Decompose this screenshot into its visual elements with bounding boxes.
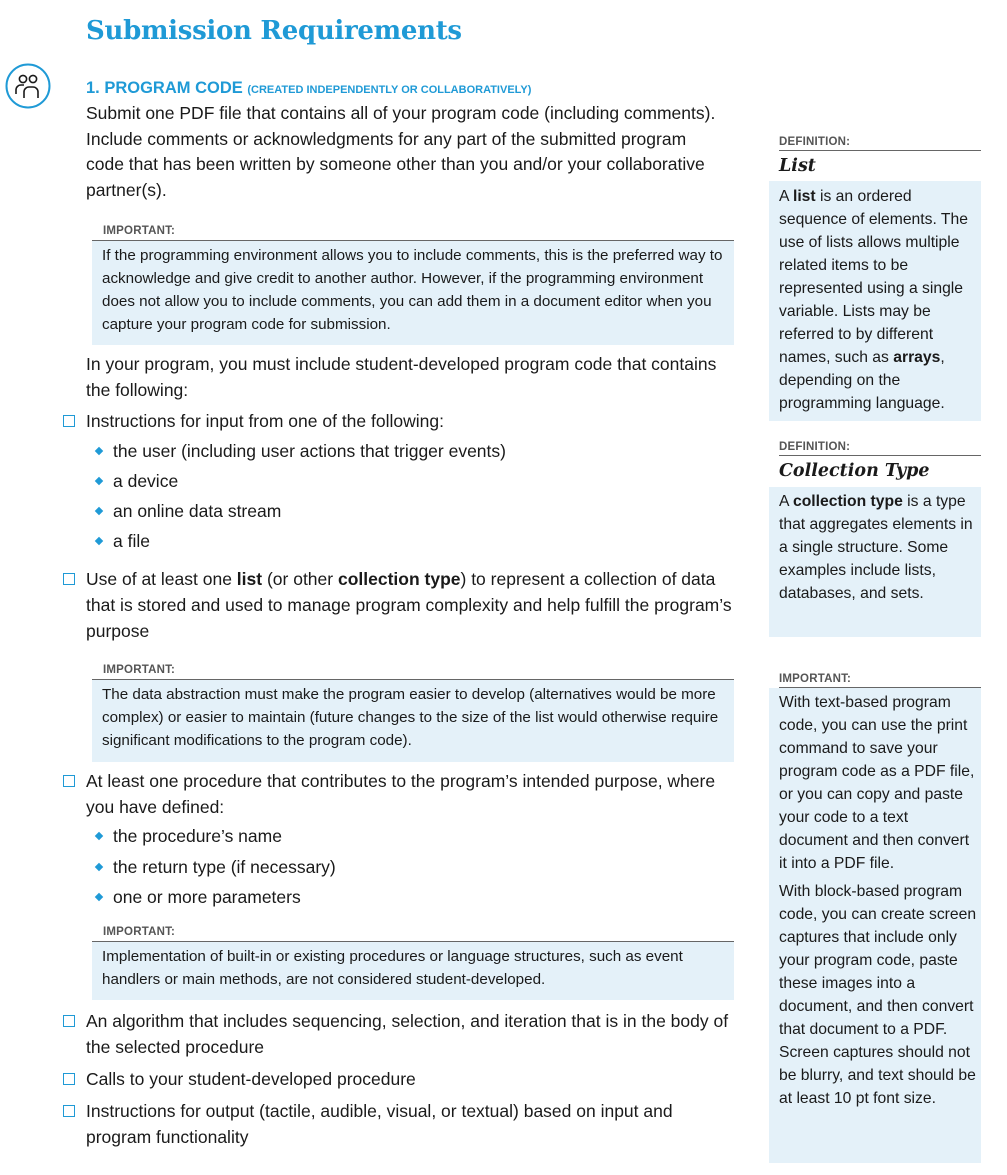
checkbox-output[interactable] (63, 1105, 75, 1117)
bullet-icon (95, 893, 103, 901)
text-span: , depending on the programming language. (779, 349, 945, 412)
definition-term-collection-type: Collection Type (779, 461, 930, 481)
term-list: list (792, 188, 816, 205)
bullet-icon (95, 507, 103, 515)
bullet-icon (95, 832, 103, 840)
checkbox-procedure[interactable] (63, 775, 75, 787)
divider (779, 150, 981, 151)
important-label-2: IMPORTANT: (103, 664, 176, 676)
list-item: the return type (if necessary) (113, 857, 336, 877)
checklist-item-procedure: At least one procedure that contributes to the program’s intended purpose, where you have defined: (86, 771, 716, 817)
page-title: Submission Requirements (86, 16, 462, 46)
list-item: the procedure’s name (113, 826, 282, 846)
list-item: one or more parameters (113, 887, 301, 907)
bullet-icon (95, 537, 103, 545)
term-collection-type: collection type (337, 569, 461, 589)
intro-paragraph: Submit one PDF file that contains all of your program code (including comments). Include comments or acknowledgments for any part of the submitted program code that has been written by someone other than you and/or your collaborative partner(s). (86, 103, 716, 200)
important-label-1: IMPORTANT: (103, 225, 176, 237)
checklist-item-input: Instructions for input from one of the following: (86, 411, 444, 431)
checklist-item-list (86, 566, 736, 644)
important-text-2: The data abstraction must make the program easier to develop (alternatives would be more complex) or easier to maintain (future changes to the size of the list would otherwise require significant modifications to the program code). (102, 686, 719, 749)
checkbox-algorithm[interactable] (63, 1015, 75, 1027)
text-span: (or other (262, 569, 338, 589)
definition-label-1: DEFINITION: (779, 136, 851, 148)
list-item: the user (including user actions that trigger events) (113, 441, 506, 461)
checkbox-input[interactable] (63, 415, 75, 427)
definition-text-collection-type (779, 490, 977, 605)
bullet-icon (95, 447, 103, 455)
definition-label-2: DEFINITION: (779, 441, 851, 453)
text-span: Use of at least one (86, 569, 237, 589)
section-heading-main: 1. PROGRAM CODE (86, 79, 243, 97)
term-collection-type: collection type (792, 493, 903, 510)
list-item: a device (113, 471, 179, 491)
text-span: is a type that aggregates elements in a single structure. Some examples include lists, databases, and sets. (779, 493, 973, 602)
text-span: ) to represent a collection of data that is stored and used to manage program complexity and help fulfill the program’s purpose (86, 569, 732, 641)
checklist-item-calls: Calls to your student-developed procedure (86, 1069, 416, 1089)
bullet-icon (95, 863, 103, 871)
definition-term-list: List (779, 156, 816, 176)
checklist-item-algorithm: An algorithm that includes sequencing, selection, and iteration that is in the body of the selected procedure (86, 1011, 729, 1057)
text-span: A (779, 493, 793, 510)
divider (779, 455, 981, 456)
checklist-item-output: Instructions for output (tactile, audible, visual, or textual) based on input and program functionality (86, 1101, 673, 1147)
text-span: is an ordered sequence of elements. The use of lists allows multiple related items to be represented using a single variable. Lists may be referred to by different names, such as (779, 188, 968, 366)
important-text-sidebar-2: With block-based program code, you can create screen captures that include only your program code, paste these images into a document, and then convert that document to a PDF. Screen captures should not be blurry, and text should be at least 10 pt font size. (779, 883, 977, 1107)
important-text-1: If the programming environment allows you to include comments, this is the preferred way to acknowledge and give credit to another author. However, if the programming environment does not allow you to include comments, you can add them in a document editor when you capture your program code for submission. (102, 247, 723, 333)
term-list: list (236, 569, 263, 589)
section-heading (86, 79, 531, 98)
definition-text-list (779, 185, 977, 415)
text-span: A (779, 188, 793, 205)
term-arrays: arrays (893, 349, 941, 366)
important-text-sidebar-1: With text-based program code, you can use the print command to save your program code as a PDF file, or you can copy and paste your code to a text document and then convert it into a PDF file. (779, 694, 975, 872)
important-label-sidebar: IMPORTANT: (779, 673, 852, 685)
people-icon (5, 63, 51, 109)
requirements-intro: In your program, you must include student-developed program code that contains the following: (86, 354, 717, 400)
important-label-3: IMPORTANT: (103, 926, 176, 938)
bullet-icon (95, 477, 103, 485)
checkbox-calls[interactable] (63, 1073, 75, 1085)
checkbox-list[interactable] (63, 573, 75, 585)
list-item: a file (113, 531, 150, 551)
list-item: an online data stream (113, 501, 282, 521)
important-text-3: Implementation of built-in or existing procedures or language structures, such as event handlers or main methods, are not considered student-developed. (102, 948, 683, 988)
section-subheading: (CREATED INDEPENDENTLY OR COLLABORATIVELY) (247, 84, 532, 96)
